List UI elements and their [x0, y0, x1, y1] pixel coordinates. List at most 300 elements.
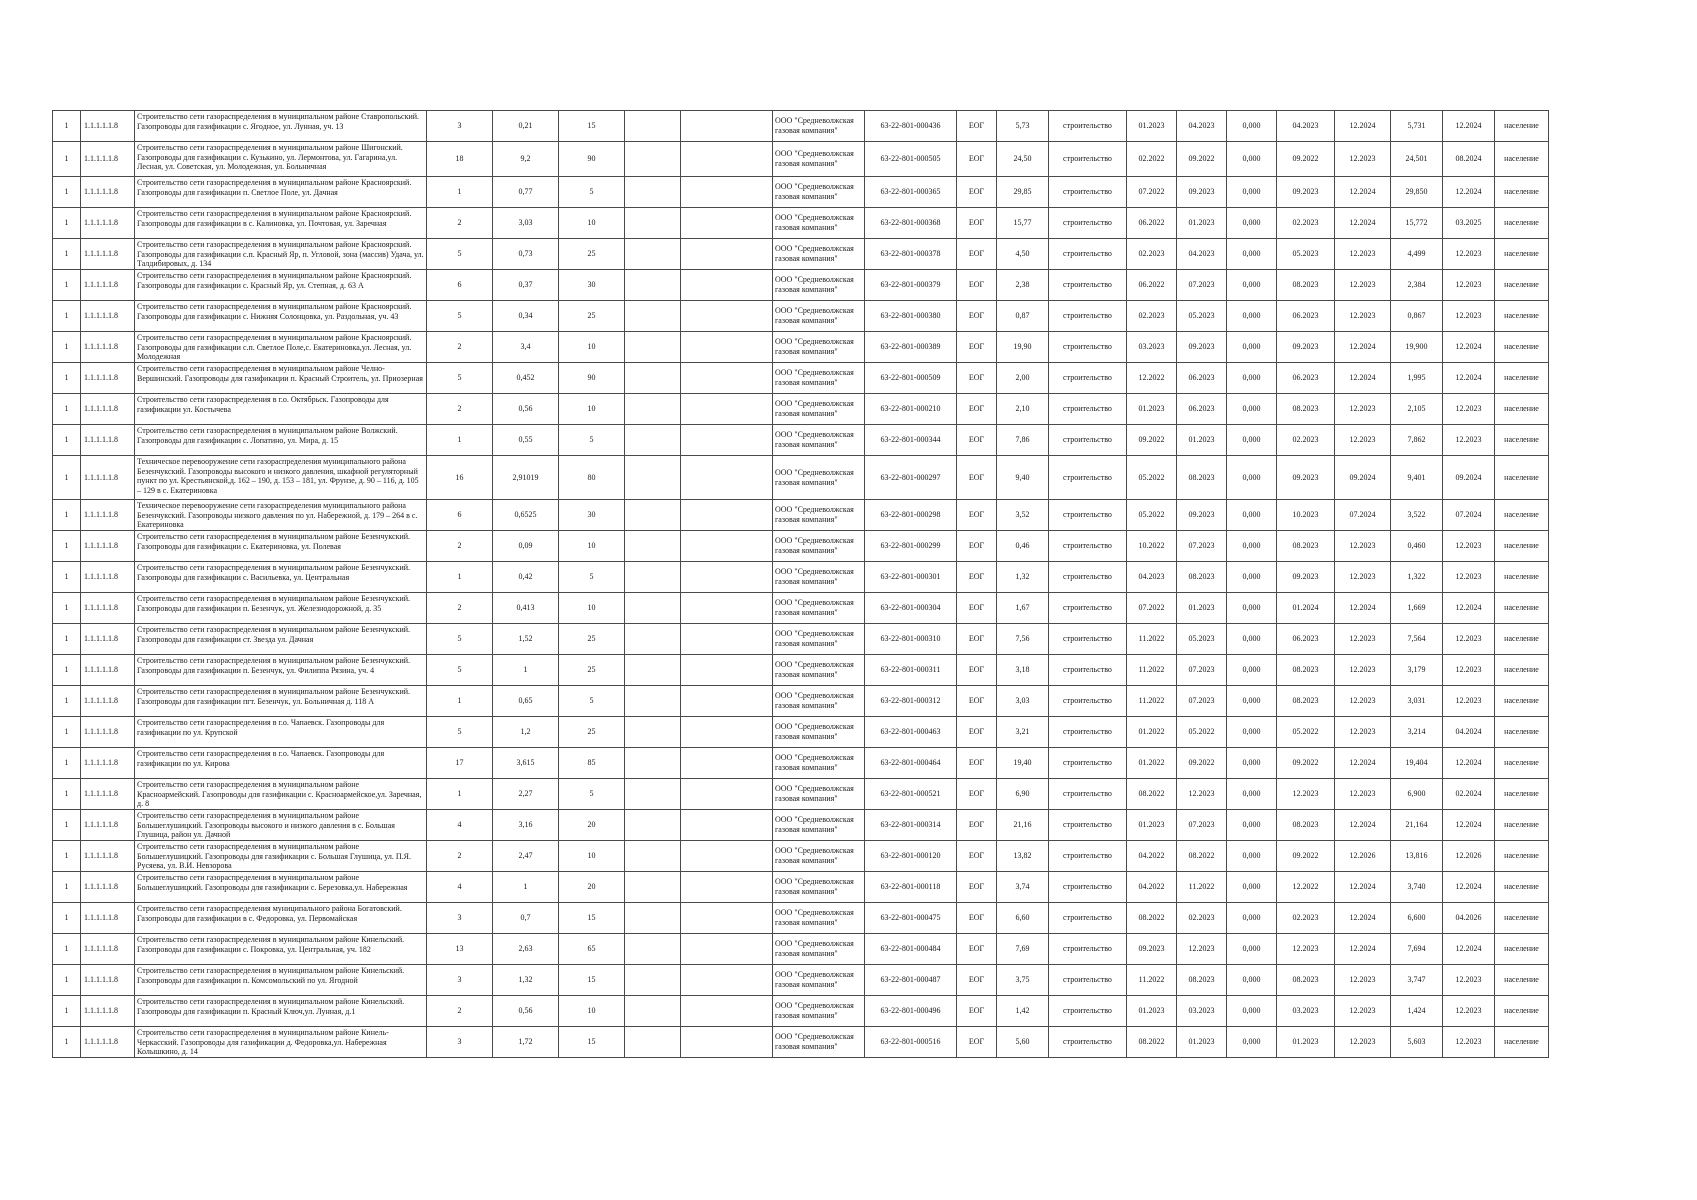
work-type-cell: строительство: [1049, 655, 1127, 686]
category-cell: население: [1495, 934, 1549, 965]
design-end-date-cell: 08.2023: [1177, 965, 1227, 996]
cost-cell: 3,21: [997, 717, 1049, 748]
length-km-cell: 1: [493, 655, 559, 686]
organization-cell: ООО "Средневолжская газовая компания": [773, 177, 865, 208]
build-start-date-cell: 01.2023: [1277, 1027, 1335, 1058]
category-cell: население: [1495, 872, 1549, 903]
value-cell: 3,522: [1391, 500, 1443, 531]
source-cell: ЕОГ: [957, 1027, 997, 1058]
table-row: [53, 270, 1549, 301]
empty-cell: [681, 425, 773, 456]
row-number-cell: 1: [53, 624, 81, 655]
design-end-date-cell: 01.2023: [1177, 593, 1227, 624]
length-km-cell: 0,09: [493, 531, 559, 562]
start-date-cell: 04.2023: [1127, 562, 1177, 593]
registry-number-cell: 63-22-801-000496: [865, 996, 957, 1027]
category-cell: население: [1495, 301, 1549, 332]
empty-cell: [681, 934, 773, 965]
zero-value-cell: 0,000: [1227, 872, 1277, 903]
organization-cell: ООО "Средневолжская газовая компания": [773, 562, 865, 593]
count-a-cell: 2: [427, 208, 493, 239]
category-cell: население: [1495, 593, 1549, 624]
category-cell: население: [1495, 363, 1549, 394]
work-type-cell: строительство: [1049, 965, 1127, 996]
design-end-date-cell: 05.2023: [1177, 301, 1227, 332]
source-cell: ЕОГ: [957, 624, 997, 655]
organization-cell: ООО "Средневолжская газовая компания": [773, 903, 865, 934]
empty-cell: [625, 394, 681, 425]
build-end-date-cell: 12.2023: [1335, 425, 1391, 456]
row-number-cell: 1: [53, 363, 81, 394]
count-c-cell: 25: [559, 301, 625, 332]
design-end-date-cell: 03.2023: [1177, 996, 1227, 1027]
project-name-cell: Строительство сети газораспределения в муниципальном районе Волжский. Газопроводы для газификации с. Лопатино, ул. Мира, д. 15: [135, 425, 427, 456]
cost-cell: 1,67: [997, 593, 1049, 624]
work-type-cell: строительство: [1049, 111, 1127, 142]
value-cell: 7,564: [1391, 624, 1443, 655]
build-start-date-cell: 08.2023: [1277, 655, 1335, 686]
row-number-cell: 1: [53, 301, 81, 332]
registry-number-cell: 63-22-801-000378: [865, 239, 957, 270]
empty-cell: [681, 111, 773, 142]
project-code-cell: 1.1.1.1.1.8: [81, 872, 135, 903]
build-start-date-cell: 09.2022: [1277, 748, 1335, 779]
table-body: [53, 111, 1549, 1058]
project-code-cell: 1.1.1.1.1.8: [81, 686, 135, 717]
project-name-cell: Строительство сети газораспределения в муниципальном районе Кинель-Черкасский. Газопроводы для газификации д. Федоровка,ул. Набережная Колышкино, д. 14: [135, 1027, 427, 1058]
empty-cell: [625, 686, 681, 717]
source-cell: ЕОГ: [957, 562, 997, 593]
category-cell: население: [1495, 841, 1549, 872]
cost-cell: 7,56: [997, 624, 1049, 655]
design-end-date-cell: 09.2022: [1177, 748, 1227, 779]
count-c-cell: 5: [559, 425, 625, 456]
work-type-cell: строительство: [1049, 394, 1127, 425]
project-name-cell: Строительство сети газораспределения в муниципальном районе Безенчукский. Газопроводы для газификации ст. Звезда ул. Дачная: [135, 624, 427, 655]
organization-cell: ООО "Средневолжская газовая компания": [773, 748, 865, 779]
count-c-cell: 30: [559, 270, 625, 301]
project-code-cell: 1.1.1.1.1.8: [81, 562, 135, 593]
value-cell: 24,501: [1391, 142, 1443, 177]
project-code-cell: 1.1.1.1.1.8: [81, 394, 135, 425]
work-type-cell: строительство: [1049, 239, 1127, 270]
row-number-cell: 1: [53, 425, 81, 456]
empty-cell: [681, 779, 773, 810]
start-date-cell: 02.2023: [1127, 301, 1177, 332]
registry-number-cell: 63-22-801-000380: [865, 301, 957, 332]
length-km-cell: 0,37: [493, 270, 559, 301]
empty-cell: [681, 841, 773, 872]
project-code-cell: 1.1.1.1.1.8: [81, 177, 135, 208]
value-cell: 3,740: [1391, 872, 1443, 903]
project-code-cell: 1.1.1.1.1.8: [81, 208, 135, 239]
work-type-cell: строительство: [1049, 748, 1127, 779]
project-name-cell: Строительство сети газораспределения в г.о. Чапаевск. Газопроводы для газификации по ул. Крупской: [135, 717, 427, 748]
registry-number-cell: 63-22-801-000521: [865, 779, 957, 810]
work-type-cell: строительство: [1049, 1027, 1127, 1058]
project-code-cell: 1.1.1.1.1.8: [81, 934, 135, 965]
empty-cell: [625, 456, 681, 500]
value-cell: 3,214: [1391, 717, 1443, 748]
cost-cell: 3,18: [997, 655, 1049, 686]
project-name-cell: Строительство сети газораспределения в муниципальном районе Кинельский. Газопроводы для газификации п. Комсомольский по ул. Ягодной: [135, 965, 427, 996]
build-start-date-cell: 12.2023: [1277, 934, 1335, 965]
empty-cell: [681, 562, 773, 593]
start-date-cell: 12.2022: [1127, 363, 1177, 394]
empty-cell: [625, 208, 681, 239]
length-km-cell: 0,413: [493, 593, 559, 624]
count-a-cell: 1: [427, 177, 493, 208]
empty-cell: [681, 872, 773, 903]
count-a-cell: 13: [427, 934, 493, 965]
cost-cell: 13,82: [997, 841, 1049, 872]
empty-cell: [625, 748, 681, 779]
length-km-cell: 0,65: [493, 686, 559, 717]
project-name-cell: Строительство сети газораспределения в муниципальном районе Красноярский. Газопроводы для газификации с.п. Красный Яр, п. Угловой, зона (массив) Удача, ул. Талдибировых, д. 134: [135, 239, 427, 270]
start-date-cell: 05.2022: [1127, 456, 1177, 500]
length-km-cell: 0,73: [493, 239, 559, 270]
zero-value-cell: 0,000: [1227, 810, 1277, 841]
count-c-cell: 85: [559, 748, 625, 779]
zero-value-cell: 0,000: [1227, 394, 1277, 425]
project-code-cell: 1.1.1.1.1.8: [81, 500, 135, 531]
work-type-cell: строительство: [1049, 841, 1127, 872]
cost-cell: 5,60: [997, 1027, 1049, 1058]
start-date-cell: 06.2022: [1127, 270, 1177, 301]
registry-number-cell: 63-22-801-000368: [865, 208, 957, 239]
count-a-cell: 2: [427, 394, 493, 425]
commission-date-cell: 08.2024: [1443, 142, 1495, 177]
length-km-cell: 2,47: [493, 841, 559, 872]
zero-value-cell: 0,000: [1227, 111, 1277, 142]
build-start-date-cell: 04.2023: [1277, 111, 1335, 142]
work-type-cell: строительство: [1049, 717, 1127, 748]
design-end-date-cell: 06.2023: [1177, 363, 1227, 394]
build-start-date-cell: 08.2023: [1277, 394, 1335, 425]
commission-date-cell: 04.2026: [1443, 903, 1495, 934]
empty-cell: [681, 270, 773, 301]
length-km-cell: 1,52: [493, 624, 559, 655]
count-a-cell: 3: [427, 111, 493, 142]
row-number-cell: 1: [53, 779, 81, 810]
build-start-date-cell: 10.2023: [1277, 500, 1335, 531]
cost-cell: 1,42: [997, 996, 1049, 1027]
design-end-date-cell: 07.2023: [1177, 655, 1227, 686]
start-date-cell: 01.2023: [1127, 394, 1177, 425]
cost-cell: 2,00: [997, 363, 1049, 394]
empty-cell: [681, 996, 773, 1027]
zero-value-cell: 0,000: [1227, 748, 1277, 779]
table-row: [53, 748, 1549, 779]
commission-date-cell: 12.2023: [1443, 301, 1495, 332]
empty-cell: [681, 177, 773, 208]
category-cell: население: [1495, 394, 1549, 425]
work-type-cell: строительство: [1049, 456, 1127, 500]
table-row: [53, 562, 1549, 593]
value-cell: 13,816: [1391, 841, 1443, 872]
source-cell: ЕОГ: [957, 934, 997, 965]
project-name-cell: Строительство сети газораспределения в муниципальном районе Безенчукский. Газопроводы для газификации с. Васильевка, ул. Центральная: [135, 562, 427, 593]
empty-cell: [681, 142, 773, 177]
length-km-cell: 0,452: [493, 363, 559, 394]
row-number-cell: 1: [53, 1027, 81, 1058]
table-row: [53, 903, 1549, 934]
empty-cell: [625, 111, 681, 142]
length-km-cell: 9,2: [493, 142, 559, 177]
build-end-date-cell: 12.2023: [1335, 531, 1391, 562]
category-cell: население: [1495, 686, 1549, 717]
start-date-cell: 01.2022: [1127, 717, 1177, 748]
source-cell: ЕОГ: [957, 425, 997, 456]
organization-cell: ООО "Средневолжская газовая компания": [773, 394, 865, 425]
table-row: [53, 177, 1549, 208]
project-code-cell: 1.1.1.1.1.8: [81, 363, 135, 394]
commission-date-cell: 12.2024: [1443, 363, 1495, 394]
registry-number-cell: 63-22-801-000299: [865, 531, 957, 562]
cost-cell: 6,60: [997, 903, 1049, 934]
registry-number-cell: 63-22-801-000505: [865, 142, 957, 177]
project-name-cell: Строительство сети газораспределения в муниципальном районе Челно-Вершинский. Газопроводы для газификации п. Красный Строитель, ул. Приозерная: [135, 363, 427, 394]
count-a-cell: 6: [427, 270, 493, 301]
table-row: [53, 872, 1549, 903]
row-number-cell: 1: [53, 500, 81, 531]
length-km-cell: 0,55: [493, 425, 559, 456]
count-a-cell: 2: [427, 996, 493, 1027]
design-end-date-cell: 04.2023: [1177, 111, 1227, 142]
start-date-cell: 11.2022: [1127, 965, 1177, 996]
count-a-cell: 5: [427, 624, 493, 655]
registry-number-cell: 63-22-801-000365: [865, 177, 957, 208]
design-end-date-cell: 07.2023: [1177, 810, 1227, 841]
count-a-cell: 5: [427, 301, 493, 332]
count-c-cell: 10: [559, 593, 625, 624]
category-cell: население: [1495, 425, 1549, 456]
empty-cell: [681, 456, 773, 500]
work-type-cell: строительство: [1049, 270, 1127, 301]
count-a-cell: 4: [427, 810, 493, 841]
zero-value-cell: 0,000: [1227, 142, 1277, 177]
project-code-cell: 1.1.1.1.1.8: [81, 270, 135, 301]
zero-value-cell: 0,000: [1227, 593, 1277, 624]
start-date-cell: 02.2022: [1127, 142, 1177, 177]
commission-date-cell: 03.2025: [1443, 208, 1495, 239]
build-end-date-cell: 12.2024: [1335, 810, 1391, 841]
work-type-cell: строительство: [1049, 686, 1127, 717]
cost-cell: 7,69: [997, 934, 1049, 965]
source-cell: ЕОГ: [957, 872, 997, 903]
registry-number-cell: 63-22-801-000120: [865, 841, 957, 872]
start-date-cell: 08.2022: [1127, 779, 1177, 810]
count-c-cell: 20: [559, 810, 625, 841]
count-c-cell: 10: [559, 996, 625, 1027]
commission-date-cell: 02.2024: [1443, 779, 1495, 810]
row-number-cell: 1: [53, 655, 81, 686]
empty-cell: [625, 593, 681, 624]
empty-cell: [625, 332, 681, 363]
value-cell: 4,499: [1391, 239, 1443, 270]
registry-number-cell: 63-22-801-000509: [865, 363, 957, 394]
cost-cell: 19,90: [997, 332, 1049, 363]
value-cell: 9,401: [1391, 456, 1443, 500]
source-cell: ЕОГ: [957, 841, 997, 872]
build-start-date-cell: 08.2023: [1277, 965, 1335, 996]
count-c-cell: 15: [559, 903, 625, 934]
zero-value-cell: 0,000: [1227, 903, 1277, 934]
zero-value-cell: 0,000: [1227, 965, 1277, 996]
value-cell: 2,384: [1391, 270, 1443, 301]
value-cell: 0,867: [1391, 301, 1443, 332]
count-c-cell: 10: [559, 841, 625, 872]
build-end-date-cell: 12.2023: [1335, 965, 1391, 996]
start-date-cell: 01.2022: [1127, 748, 1177, 779]
count-a-cell: 5: [427, 363, 493, 394]
count-c-cell: 5: [559, 177, 625, 208]
project-code-cell: 1.1.1.1.1.8: [81, 841, 135, 872]
category-cell: население: [1495, 996, 1549, 1027]
organization-cell: ООО "Средневолжская газовая компания": [773, 270, 865, 301]
zero-value-cell: 0,000: [1227, 655, 1277, 686]
source-cell: ЕОГ: [957, 903, 997, 934]
category-cell: население: [1495, 903, 1549, 934]
source-cell: ЕОГ: [957, 208, 997, 239]
value-cell: 19,900: [1391, 332, 1443, 363]
category-cell: население: [1495, 655, 1549, 686]
commission-date-cell: 04.2024: [1443, 717, 1495, 748]
count-a-cell: 4: [427, 872, 493, 903]
count-a-cell: 5: [427, 655, 493, 686]
registry-number-cell: 63-22-801-000298: [865, 500, 957, 531]
registry-number-cell: 63-22-801-000297: [865, 456, 957, 500]
commission-date-cell: 12.2024: [1443, 111, 1495, 142]
organization-cell: ООО "Средневолжская газовая компания": [773, 779, 865, 810]
commission-date-cell: 12.2024: [1443, 748, 1495, 779]
category-cell: население: [1495, 456, 1549, 500]
build-end-date-cell: 12.2024: [1335, 177, 1391, 208]
count-c-cell: 30: [559, 500, 625, 531]
cost-cell: 3,52: [997, 500, 1049, 531]
source-cell: ЕОГ: [957, 111, 997, 142]
row-number-cell: 1: [53, 270, 81, 301]
project-code-cell: 1.1.1.1.1.8: [81, 717, 135, 748]
design-end-date-cell: 01.2023: [1177, 1027, 1227, 1058]
length-km-cell: 1,2: [493, 717, 559, 748]
registry-number-cell: 63-22-801-000118: [865, 872, 957, 903]
commission-date-cell: 12.2023: [1443, 655, 1495, 686]
length-km-cell: 0,7: [493, 903, 559, 934]
commission-date-cell: 12.2024: [1443, 872, 1495, 903]
build-start-date-cell: 08.2023: [1277, 686, 1335, 717]
project-name-cell: Строительство сети газораспределения в муниципальном районе Красноярский. Газопроводы для газификации с.п. Светлое Поле,с. Екатериновка,ул. Лесная, ул. Молодежная: [135, 332, 427, 363]
organization-cell: ООО "Средневолжская газовая компания": [773, 239, 865, 270]
project-code-cell: 1.1.1.1.1.8: [81, 111, 135, 142]
project-name-cell: Строительство сети газораспределения в муниципальном районе Безенчукский. Газопроводы для газификации п. Безенчук, ул. Железнодорожной, д. 35: [135, 593, 427, 624]
row-number-cell: 1: [53, 142, 81, 177]
count-c-cell: 10: [559, 531, 625, 562]
build-start-date-cell: 01.2024: [1277, 593, 1335, 624]
work-type-cell: строительство: [1049, 593, 1127, 624]
row-number-cell: 1: [53, 332, 81, 363]
cost-cell: 6,90: [997, 779, 1049, 810]
design-end-date-cell: 09.2023: [1177, 177, 1227, 208]
value-cell: 6,900: [1391, 779, 1443, 810]
count-c-cell: 15: [559, 111, 625, 142]
build-start-date-cell: 08.2023: [1277, 531, 1335, 562]
category-cell: население: [1495, 270, 1549, 301]
row-number-cell: 1: [53, 841, 81, 872]
commission-date-cell: 12.2024: [1443, 810, 1495, 841]
design-end-date-cell: 07.2023: [1177, 270, 1227, 301]
category-cell: население: [1495, 208, 1549, 239]
empty-cell: [681, 810, 773, 841]
row-number-cell: 1: [53, 394, 81, 425]
empty-cell: [681, 1027, 773, 1058]
zero-value-cell: 0,000: [1227, 686, 1277, 717]
design-end-date-cell: 09.2022: [1177, 142, 1227, 177]
build-end-date-cell: 12.2023: [1335, 779, 1391, 810]
project-name-cell: Строительство сети газораспределения в муниципальном районе Красноярский. Газопроводы для газификации с. Красный Яр, ул. Степная, д. 63 А: [135, 270, 427, 301]
start-date-cell: 07.2022: [1127, 593, 1177, 624]
table-row: [53, 1027, 1549, 1058]
count-a-cell: 16: [427, 456, 493, 500]
table-row: [53, 965, 1549, 996]
organization-cell: ООО "Средневолжская газовая компания": [773, 872, 865, 903]
source-cell: ЕОГ: [957, 456, 997, 500]
zero-value-cell: 0,000: [1227, 332, 1277, 363]
project-name-cell: Строительство сети газораспределения в муниципальном районе Ставропольский. Газопроводы для газификации с. Ягодное, ул. Лунная, уч. 13: [135, 111, 427, 142]
build-start-date-cell: 09.2023: [1277, 332, 1335, 363]
cost-cell: 29,85: [997, 177, 1049, 208]
build-end-date-cell: 12.2023: [1335, 301, 1391, 332]
zero-value-cell: 0,000: [1227, 456, 1277, 500]
row-number-cell: 1: [53, 111, 81, 142]
table-row: [53, 239, 1549, 270]
length-km-cell: 0,42: [493, 562, 559, 593]
organization-cell: ООО "Средневолжская газовая компания": [773, 934, 865, 965]
organization-cell: ООО "Средневолжская газовая компания": [773, 841, 865, 872]
empty-cell: [681, 531, 773, 562]
project-name-cell: Строительство сети газораспределения в муниципальном районе Безенчукский. Газопроводы для газификации с. Екатериновка, ул. Полевая: [135, 531, 427, 562]
row-number-cell: 1: [53, 903, 81, 934]
row-number-cell: 1: [53, 531, 81, 562]
work-type-cell: строительство: [1049, 903, 1127, 934]
source-cell: ЕОГ: [957, 748, 997, 779]
value-cell: 1,669: [1391, 593, 1443, 624]
source-cell: ЕОГ: [957, 965, 997, 996]
source-cell: ЕОГ: [957, 177, 997, 208]
empty-cell: [681, 239, 773, 270]
commission-date-cell: 12.2023: [1443, 531, 1495, 562]
build-end-date-cell: 12.2024: [1335, 934, 1391, 965]
commission-date-cell: 07.2024: [1443, 500, 1495, 531]
source-cell: ЕОГ: [957, 717, 997, 748]
start-date-cell: 11.2022: [1127, 686, 1177, 717]
empty-cell: [681, 748, 773, 779]
design-end-date-cell: 08.2023: [1177, 562, 1227, 593]
empty-cell: [625, 425, 681, 456]
row-number-cell: 1: [53, 686, 81, 717]
cost-cell: 3,75: [997, 965, 1049, 996]
build-end-date-cell: 12.2024: [1335, 332, 1391, 363]
row-number-cell: 1: [53, 177, 81, 208]
project-code-cell: 1.1.1.1.1.8: [81, 965, 135, 996]
zero-value-cell: 0,000: [1227, 624, 1277, 655]
start-date-cell: 08.2022: [1127, 903, 1177, 934]
registry-number-cell: 63-22-801-000379: [865, 270, 957, 301]
build-end-date-cell: 12.2023: [1335, 270, 1391, 301]
zero-value-cell: 0,000: [1227, 363, 1277, 394]
table-row: [53, 655, 1549, 686]
row-number-cell: 1: [53, 456, 81, 500]
